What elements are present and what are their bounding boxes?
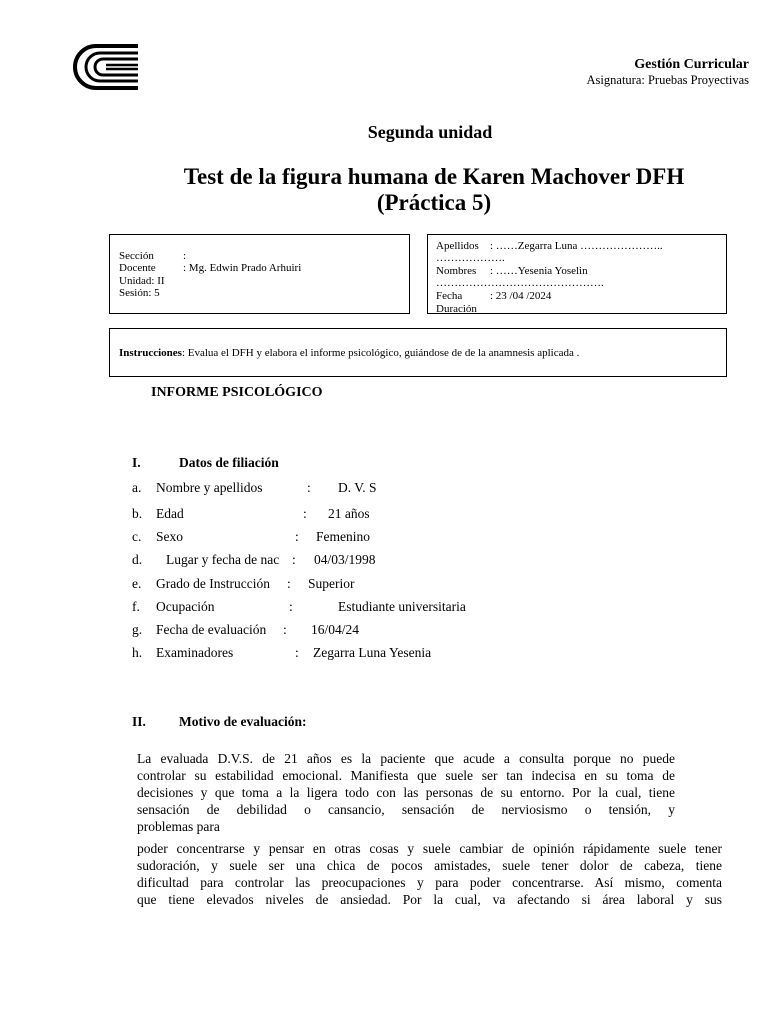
course-info-box <box>109 234 410 314</box>
apellidos-continuation: ………………. <box>436 252 505 264</box>
motivo-line: poder concentrarse y pensar en otras cosas y suele cambiar de opinión rápidamente suele tener <box>137 841 722 856</box>
item-f-label: Ocupación <box>156 599 215 614</box>
item-g-value: 16/04/24 <box>311 622 360 637</box>
docente-label: Docente <box>119 262 156 274</box>
document-header <box>587 57 749 88</box>
nombres-value: : ……Yesenia Yoselin <box>490 265 588 277</box>
item-d-value: 04/03/1998 <box>314 552 376 567</box>
item-c-letter: c. <box>132 529 142 544</box>
item-b-letter: b. <box>132 506 143 521</box>
item-a-separator: : <box>307 480 311 495</box>
header-title: Gestión Curricular <box>634 57 749 72</box>
motivo-paragraph-1 <box>137 750 675 835</box>
item-a-letter: a. <box>132 480 142 495</box>
item-e-value: Superior <box>308 576 355 591</box>
main-title-line-2: (Práctica 5) <box>376 190 492 215</box>
section2-title: Motivo de evaluación: <box>179 714 307 729</box>
motivo-line: La evaluada D.V.S. de 21 años es la paciente que acude a consulta porque no puede <box>137 751 675 766</box>
fecha-label: Fecha <box>436 290 463 302</box>
item-c-value: Femenino <box>316 529 370 544</box>
seccion-separator: : <box>183 250 187 262</box>
item-h-label: Examinadores <box>156 645 234 660</box>
item-c-label: Sexo <box>156 529 183 544</box>
motivo-line: decisiones y que toma a la ligera todo con las personas de su entorno. Por la cual, tiene <box>137 785 675 800</box>
item-b-label: Edad <box>156 506 184 521</box>
item-b-separator: : <box>303 506 307 521</box>
instructions-text <box>119 347 579 359</box>
header-subtitle: Asignatura: Pruebas Proyectivas <box>586 73 749 87</box>
item-d-letter: d. <box>132 552 143 567</box>
instructions-label: Instrucciones <box>119 347 182 359</box>
section1-title: Datos de filiación <box>179 455 279 470</box>
item-g-letter: g. <box>132 622 143 637</box>
nombres-continuation: ………………………………………. <box>436 277 604 289</box>
item-f-value: Estudiante universitaria <box>338 599 466 614</box>
motivo-paragraph-2 <box>137 840 722 908</box>
motivo-line: sudoración, y suele ser una chica de pocos amistades, suele tener dolor de cabeza, tiene <box>137 858 722 873</box>
item-d-separator: : <box>292 552 296 567</box>
item-h-separator: : <box>295 645 299 660</box>
item-g-separator: : <box>283 622 287 637</box>
item-b-value: 21 años <box>328 506 370 521</box>
item-a-label: Nombre y apellidos <box>156 480 263 495</box>
item-g-label: Fecha de evaluación <box>156 622 267 637</box>
item-e-letter: e. <box>132 576 142 591</box>
apellidos-value: : ……Zegarra Luna ………………….. <box>490 240 663 252</box>
instructions-box <box>109 328 727 377</box>
item-e-separator: : <box>287 576 291 591</box>
item-f-letter: f. <box>132 599 140 614</box>
item-h-value: Zegarra Luna Yesenia <box>313 645 432 660</box>
main-title-line-1: Test de la figura humana de Karen Machover DFH <box>183 164 685 189</box>
fecha-value: : 23 /04 /2024 <box>490 290 552 302</box>
instructions-body: : Evalua el DFH y elabora el informe psicológico, guiándose de de la anamnesis aplicada . <box>181 347 580 359</box>
duracion-label: Duración <box>436 303 477 314</box>
item-f-separator: : <box>289 599 293 614</box>
main-title <box>100 164 768 216</box>
motivo-line: controlar su estabilidad emocional. Manifiesta que suele ser tan indecisa en su toma de <box>137 768 675 783</box>
section1-numeral: I. <box>132 455 141 470</box>
motivo-line: dificultad para controlar las preocupaciones y para poder concentrarse. Así mismo, comenta <box>137 875 722 890</box>
unidad-text: Unidad: II <box>119 275 165 287</box>
apellidos-label: Apellidos <box>436 240 479 252</box>
sesion-text: Sesión: 5 <box>119 287 160 299</box>
item-c-separator: : <box>295 529 299 544</box>
motivo-line: sensación de debilidad o cansancio, sensación de nerviosismo o tensión, y <box>137 802 675 817</box>
section2-numeral: II. <box>132 714 146 729</box>
unit-title: Segunda unidad <box>367 122 493 142</box>
item-d-label: Lugar y fecha de nac <box>166 552 280 567</box>
item-e-label: Grado de Instrucción <box>156 576 270 591</box>
student-info-box <box>427 234 727 314</box>
seccion-label: Sección <box>119 250 154 262</box>
item-h-letter: h. <box>132 645 143 660</box>
report-title: INFORME PSICOLÓGICO <box>151 385 323 400</box>
institution-logo-icon <box>72 44 140 90</box>
motivo-line: problemas para <box>137 819 220 834</box>
item-a-value: D. V. S <box>338 480 377 495</box>
motivo-line: que tiene elevados niveles de ansiedad. Por la cual, va afectando si área laboral y sus <box>137 892 722 907</box>
docente-value: : Mg. Edwin Prado Arhuiri <box>183 262 302 274</box>
nombres-label: Nombres <box>436 265 477 277</box>
